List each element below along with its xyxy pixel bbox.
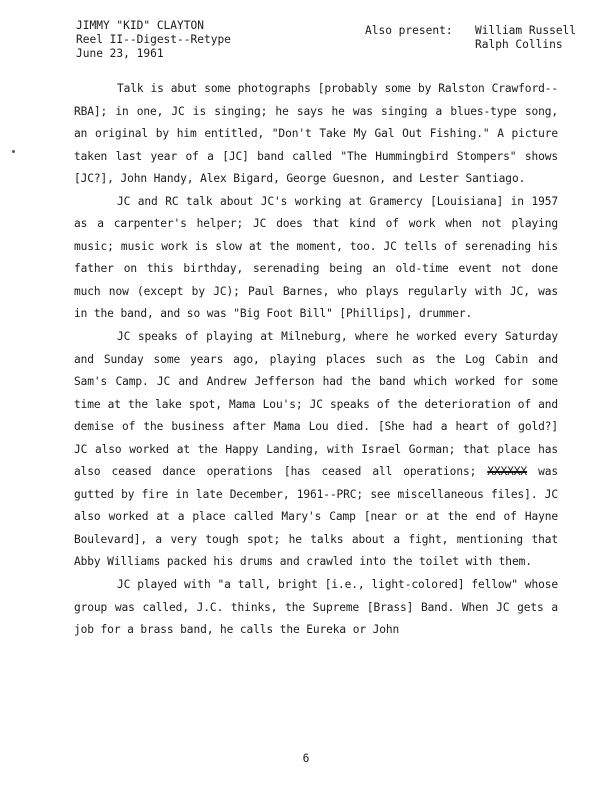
reel-line: Reel II--Digest--Retype [76, 33, 231, 46]
struck-text: XXXXXX [487, 465, 528, 479]
paragraph [74, 326, 558, 574]
page-number: 6 [302, 752, 310, 765]
present-name: William Russell [475, 24, 577, 37]
paragraph [74, 191, 558, 326]
header-right [365, 24, 576, 52]
present-name: Ralph Collins [475, 38, 563, 51]
paragraph-text: Talk is abut some photographs [probably some by Ralston Crawford--RBA]; in one, JC is singing; he says he was singing a blues-type song, an original by him entitled, "Don't Take My Gal Out Fishing." A picture taken last year of a [JC] band called "The Hummingbird Stompers" shows [JC?], John Handy, Alex Bigard, George Guesnon, and Lester Santiago. [74, 82, 558, 186]
interviewee-line: JIMMY "KID" CLAYTON [76, 19, 204, 32]
paragraph [74, 78, 558, 191]
paragraph [74, 574, 558, 642]
paragraph-text: JC speaks of playing at Milneburg, where he worked every Saturday and Sunday some years ago, playing places such as the Log Cabin and Sam's Camp. JC and Andrew Jefferson had the band which worked for some time at the lake spot, Mama Lou's; JC speaks of the deterioration of and demise of the business after Mama Lou died. [She had a heart of gold?] JC also worked at the Happy Landing, with Israel Gorman; that place has also ceased dance operations [has ceased all operations; [74, 330, 558, 479]
scan-speck [12, 150, 15, 153]
date-line: June 23, 1961 [76, 47, 164, 60]
header-left [76, 19, 231, 61]
paragraph-text: was gutted by fire in late December, 1961--PRC; see miscellaneous files]. JC also worked at a place called Mary's Camp [near or at the end of Hayne Boulevard], a very tough spot; he talks about a fight, mentioning that Abby Williams packed his drums and crawled into the toilet with them. [74, 465, 558, 569]
also-present-names [475, 24, 576, 52]
also-present-label: Also present: [365, 24, 453, 37]
body-text [74, 78, 558, 642]
paragraph-text: JC and RC talk about JC's working at Gramercy [Louisiana] in 1957 as a carpenter's helper; JC does that kind of work when not playing music; music work is slow at the moment, too. JC tells of serenading his father on this birthday, serenading being an old-time event not done much now (except by JC); Paul Barnes, who plays regularly with JC, was in the band, and so was "Big Foot Bill" [Phillips], drummer. [74, 194, 558, 321]
paragraph-text: JC played with "a tall, bright [i.e., light-colored] fellow" whose group was called, J.C. thinks, the Supreme [Brass] Band. When JC gets a job for a brass band, he calls the Eureka or John [74, 578, 558, 637]
